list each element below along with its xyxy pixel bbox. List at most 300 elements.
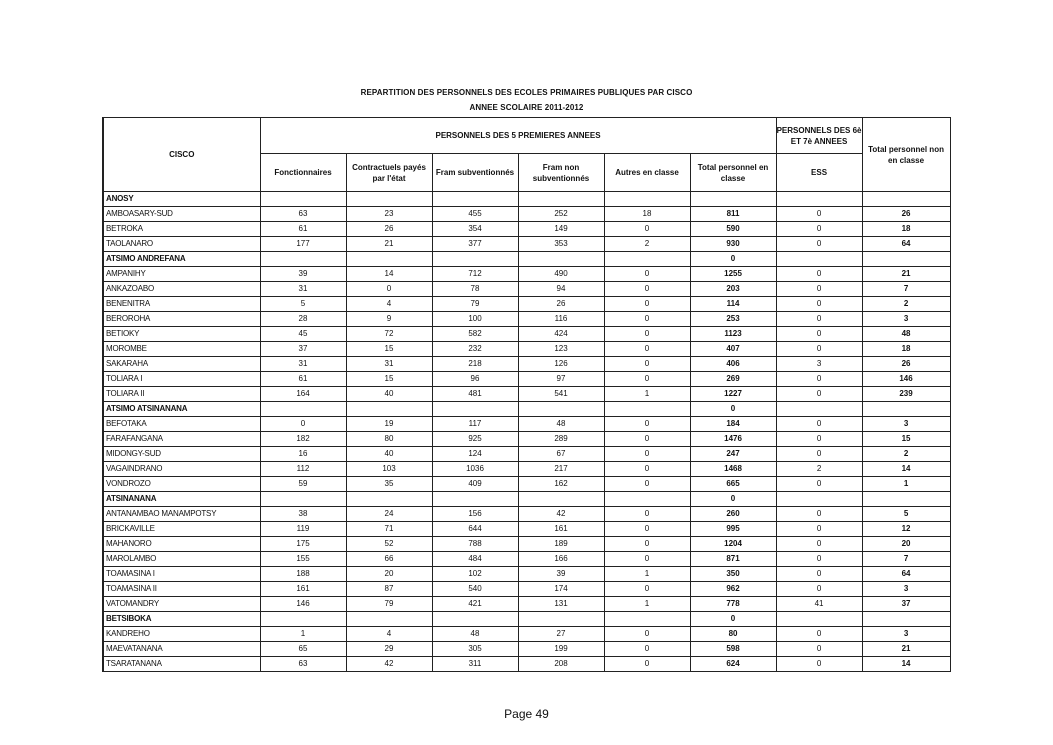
fonctionnaires-cell: 59 — [260, 477, 346, 492]
total-classe-cell: 203 — [690, 282, 776, 297]
fram-non-sub-cell: 208 — [518, 657, 604, 672]
fram-sub-cell: 421 — [432, 597, 518, 612]
total-classe-cell: 624 — [690, 657, 776, 672]
fram-sub-cell: 78 — [432, 282, 518, 297]
contractuels-cell: 23 — [346, 207, 432, 222]
table-row — [103, 222, 950, 237]
cisco-name: VATOMANDRY — [103, 597, 260, 612]
table-row — [103, 552, 950, 567]
total-non-classe-cell: 21 — [862, 642, 950, 657]
ess-cell: 0 — [776, 327, 862, 342]
fram-sub-cell: 232 — [432, 342, 518, 357]
table-row — [103, 282, 950, 297]
ess-cell: 0 — [776, 552, 862, 567]
ess-cell: 0 — [776, 207, 862, 222]
total-non-classe-cell: 18 — [862, 222, 950, 237]
table-row — [103, 522, 950, 537]
ess-cell: 0 — [776, 417, 862, 432]
ess-cell: 0 — [776, 627, 862, 642]
header-group-first-five-years: PERSONNELS DES 5 PREMIERES ANNEES — [260, 118, 776, 154]
table-row — [103, 387, 950, 402]
empty-cell — [346, 192, 432, 207]
fonctionnaires-cell: 65 — [260, 642, 346, 657]
contractuels-cell: 31 — [346, 357, 432, 372]
group-total-cell — [690, 192, 776, 207]
cisco-name: MOROMBE — [103, 342, 260, 357]
fonctionnaires-cell: 155 — [260, 552, 346, 567]
ess-cell: 0 — [776, 222, 862, 237]
fram-non-sub-cell: 39 — [518, 567, 604, 582]
table-row — [103, 582, 950, 597]
fram-sub-cell: 1036 — [432, 462, 518, 477]
fonctionnaires-cell: 146 — [260, 597, 346, 612]
total-non-classe-cell: 146 — [862, 372, 950, 387]
empty-cell — [776, 492, 862, 507]
empty-cell — [432, 492, 518, 507]
fram-non-sub-cell: 199 — [518, 642, 604, 657]
cisco-name: TOLIARA I — [103, 372, 260, 387]
total-non-classe-cell: 2 — [862, 447, 950, 462]
fram-non-sub-cell: 162 — [518, 477, 604, 492]
fram-sub-cell: 117 — [432, 417, 518, 432]
fonctionnaires-cell: 61 — [260, 222, 346, 237]
fonctionnaires-cell: 188 — [260, 567, 346, 582]
total-non-classe-cell: 37 — [862, 597, 950, 612]
ess-cell: 3 — [776, 357, 862, 372]
empty-cell — [346, 252, 432, 267]
empty-cell — [862, 192, 950, 207]
fram-sub-cell: 100 — [432, 312, 518, 327]
fram-non-sub-cell: 27 — [518, 627, 604, 642]
total-non-classe-cell: 21 — [862, 267, 950, 282]
total-classe-cell: 1255 — [690, 267, 776, 282]
empty-cell — [776, 402, 862, 417]
total-non-classe-cell: 3 — [862, 627, 950, 642]
personnel-table-container — [102, 117, 949, 672]
autres-cell: 0 — [604, 537, 690, 552]
header-ess: ESS — [776, 154, 862, 192]
fonctionnaires-cell: 119 — [260, 522, 346, 537]
cisco-name: BETIOKY — [103, 327, 260, 342]
fram-sub-cell: 455 — [432, 207, 518, 222]
autres-cell: 1 — [604, 567, 690, 582]
total-classe-cell: 1123 — [690, 327, 776, 342]
ess-cell: 0 — [776, 657, 862, 672]
total-non-classe-cell: 64 — [862, 567, 950, 582]
contractuels-cell: 20 — [346, 567, 432, 582]
empty-cell — [346, 402, 432, 417]
table-row — [103, 297, 950, 312]
cisco-name: MAEVATANANA — [103, 642, 260, 657]
fonctionnaires-cell: 112 — [260, 462, 346, 477]
autres-cell: 0 — [604, 327, 690, 342]
table-row — [103, 417, 950, 432]
cisco-name: MAHANORO — [103, 537, 260, 552]
table-row — [103, 627, 950, 642]
table-row — [103, 432, 950, 447]
fram-non-sub-cell: 149 — [518, 222, 604, 237]
autres-cell: 0 — [604, 372, 690, 387]
fram-sub-cell: 156 — [432, 507, 518, 522]
cisco-name: VAGAINDRANO — [103, 462, 260, 477]
total-classe-cell: 962 — [690, 582, 776, 597]
group-total-cell: 0 — [690, 612, 776, 627]
ess-cell: 0 — [776, 567, 862, 582]
contractuels-cell: 29 — [346, 642, 432, 657]
empty-cell — [518, 402, 604, 417]
autres-cell: 0 — [604, 222, 690, 237]
total-non-classe-cell: 3 — [862, 417, 950, 432]
total-non-classe-cell: 3 — [862, 582, 950, 597]
page-number: Page 49 — [504, 707, 549, 721]
contractuels-cell: 26 — [346, 222, 432, 237]
autres-cell: 0 — [604, 312, 690, 327]
table-body — [103, 192, 950, 672]
empty-cell — [260, 192, 346, 207]
fram-non-sub-cell: 174 — [518, 582, 604, 597]
ess-cell: 0 — [776, 522, 862, 537]
total-non-classe-cell: 14 — [862, 462, 950, 477]
contractuels-cell: 40 — [346, 447, 432, 462]
empty-cell — [776, 192, 862, 207]
empty-cell — [518, 192, 604, 207]
contractuels-cell: 9 — [346, 312, 432, 327]
cisco-name: AMPANIHY — [103, 267, 260, 282]
header-group-6-7-years: PERSONNELS DES 6è ET 7è ANNEES — [776, 118, 862, 154]
fram-sub-cell: 311 — [432, 657, 518, 672]
fonctionnaires-cell: 175 — [260, 537, 346, 552]
cisco-name: TSARATANANA — [103, 657, 260, 672]
autres-cell: 0 — [604, 507, 690, 522]
fonctionnaires-cell: 63 — [260, 657, 346, 672]
autres-cell: 0 — [604, 627, 690, 642]
cisco-name: TOLIARA II — [103, 387, 260, 402]
fram-non-sub-cell: 97 — [518, 372, 604, 387]
total-non-classe-cell: 14 — [862, 657, 950, 672]
empty-cell — [862, 612, 950, 627]
cisco-name: KANDREHO — [103, 627, 260, 642]
total-classe-cell: 406 — [690, 357, 776, 372]
fonctionnaires-cell: 31 — [260, 357, 346, 372]
autres-cell: 1 — [604, 597, 690, 612]
autres-cell: 0 — [604, 282, 690, 297]
ess-cell: 0 — [776, 312, 862, 327]
contractuels-cell: 40 — [346, 387, 432, 402]
empty-cell — [518, 252, 604, 267]
table-row — [103, 567, 950, 582]
header-fonctionnaires: Fonctionnaires — [260, 154, 346, 192]
fram-non-sub-cell: 94 — [518, 282, 604, 297]
fonctionnaires-cell: 161 — [260, 582, 346, 597]
ess-cell: 0 — [776, 582, 862, 597]
autres-cell: 0 — [604, 657, 690, 672]
fram-sub-cell: 96 — [432, 372, 518, 387]
table-title: REPARTITION DES PERSONNELS DES ECOLES PRIMAIRES PUBLIQUES PAR CISCO — [360, 88, 693, 97]
empty-cell — [862, 492, 950, 507]
cisco-name: TOAMASINA I — [103, 567, 260, 582]
group-name: ATSINANANA — [103, 492, 260, 507]
fram-sub-cell: 484 — [432, 552, 518, 567]
fram-non-sub-cell: 490 — [518, 267, 604, 282]
contractuels-cell: 35 — [346, 477, 432, 492]
school-year-subtitle: ANNEE SCOLAIRE 2011-2012 — [469, 103, 584, 112]
fonctionnaires-cell: 28 — [260, 312, 346, 327]
fram-non-sub-cell: 541 — [518, 387, 604, 402]
empty-cell — [604, 612, 690, 627]
total-classe-cell: 811 — [690, 207, 776, 222]
fram-non-sub-cell: 161 — [518, 522, 604, 537]
empty-cell — [346, 492, 432, 507]
group-total-cell: 0 — [690, 252, 776, 267]
contractuels-cell: 15 — [346, 342, 432, 357]
fram-non-sub-cell: 252 — [518, 207, 604, 222]
empty-cell — [604, 492, 690, 507]
group-row — [103, 492, 950, 507]
contractuels-cell: 52 — [346, 537, 432, 552]
ess-cell: 0 — [776, 387, 862, 402]
total-classe-cell: 247 — [690, 447, 776, 462]
contractuels-cell: 66 — [346, 552, 432, 567]
total-classe-cell: 407 — [690, 342, 776, 357]
ess-cell: 0 — [776, 237, 862, 252]
fram-non-sub-cell: 42 — [518, 507, 604, 522]
autres-cell: 2 — [604, 237, 690, 252]
total-non-classe-cell: 3 — [862, 312, 950, 327]
table-row — [103, 477, 950, 492]
empty-cell — [260, 402, 346, 417]
fram-sub-cell: 48 — [432, 627, 518, 642]
group-total-cell: 0 — [690, 402, 776, 417]
contractuels-cell: 0 — [346, 282, 432, 297]
total-non-classe-cell: 20 — [862, 537, 950, 552]
total-classe-cell: 590 — [690, 222, 776, 237]
cisco-name: BETROKA — [103, 222, 260, 237]
cisco-name: VONDROZO — [103, 477, 260, 492]
total-classe-cell: 665 — [690, 477, 776, 492]
autres-cell: 18 — [604, 207, 690, 222]
ess-cell: 0 — [776, 432, 862, 447]
cisco-name: TOAMASINA II — [103, 582, 260, 597]
cisco-name: BEROROHA — [103, 312, 260, 327]
empty-cell — [432, 612, 518, 627]
contractuels-cell: 4 — [346, 297, 432, 312]
total-classe-cell: 1204 — [690, 537, 776, 552]
table-row — [103, 342, 950, 357]
table-row — [103, 657, 950, 672]
contractuels-cell: 21 — [346, 237, 432, 252]
total-non-classe-cell: 239 — [862, 387, 950, 402]
empty-cell — [862, 402, 950, 417]
contractuels-cell: 80 — [346, 432, 432, 447]
fram-sub-cell: 305 — [432, 642, 518, 657]
cisco-name: AMBOASARY-SUD — [103, 207, 260, 222]
cisco-name: TAOLANARO — [103, 237, 260, 252]
total-non-classe-cell: 5 — [862, 507, 950, 522]
personnel-table — [102, 117, 951, 672]
ess-cell: 0 — [776, 372, 862, 387]
total-non-classe-cell: 7 — [862, 282, 950, 297]
total-classe-cell: 184 — [690, 417, 776, 432]
table-row — [103, 237, 950, 252]
fram-non-sub-cell: 424 — [518, 327, 604, 342]
total-classe-cell: 598 — [690, 642, 776, 657]
fonctionnaires-cell: 0 — [260, 417, 346, 432]
cisco-name: BEFOTAKA — [103, 417, 260, 432]
total-non-classe-cell: 15 — [862, 432, 950, 447]
empty-cell — [260, 492, 346, 507]
contractuels-cell: 14 — [346, 267, 432, 282]
cisco-name: ANKAZOABO — [103, 282, 260, 297]
total-non-classe-cell: 26 — [862, 357, 950, 372]
empty-cell — [776, 252, 862, 267]
autres-cell: 1 — [604, 387, 690, 402]
group-row — [103, 402, 950, 417]
table-row — [103, 537, 950, 552]
empty-cell — [260, 612, 346, 627]
empty-cell — [260, 252, 346, 267]
cisco-name: FARAFANGANA — [103, 432, 260, 447]
header-cisco: CISCO — [103, 118, 260, 192]
ess-cell: 0 — [776, 477, 862, 492]
ess-cell: 0 — [776, 642, 862, 657]
fram-non-sub-cell: 26 — [518, 297, 604, 312]
cisco-name: MIDONGY-SUD — [103, 447, 260, 462]
ess-cell: 0 — [776, 537, 862, 552]
autres-cell: 0 — [604, 357, 690, 372]
fram-sub-cell: 218 — [432, 357, 518, 372]
table-row — [103, 267, 950, 282]
group-row — [103, 252, 950, 267]
ess-cell: 0 — [776, 507, 862, 522]
total-classe-cell: 80 — [690, 627, 776, 642]
total-non-classe-cell: 48 — [862, 327, 950, 342]
table-row — [103, 207, 950, 222]
group-name: BETSIBOKA — [103, 612, 260, 627]
empty-cell — [518, 492, 604, 507]
fonctionnaires-cell: 63 — [260, 207, 346, 222]
total-non-classe-cell: 64 — [862, 237, 950, 252]
empty-cell — [432, 252, 518, 267]
contractuels-cell: 87 — [346, 582, 432, 597]
fram-sub-cell: 582 — [432, 327, 518, 342]
fram-non-sub-cell: 116 — [518, 312, 604, 327]
fonctionnaires-cell: 39 — [260, 267, 346, 282]
total-classe-cell: 253 — [690, 312, 776, 327]
total-non-classe-cell: 18 — [862, 342, 950, 357]
table-row — [103, 312, 950, 327]
fram-sub-cell: 354 — [432, 222, 518, 237]
table-row — [103, 372, 950, 387]
total-classe-cell: 995 — [690, 522, 776, 537]
contractuels-cell: 42 — [346, 657, 432, 672]
total-classe-cell: 1227 — [690, 387, 776, 402]
group-name: ATSIMO ANDREFANA — [103, 252, 260, 267]
autres-cell: 0 — [604, 462, 690, 477]
header-contractuels: Contractuels payés par l'état — [346, 154, 432, 192]
fram-sub-cell: 712 — [432, 267, 518, 282]
fonctionnaires-cell: 37 — [260, 342, 346, 357]
autres-cell: 0 — [604, 642, 690, 657]
autres-cell: 0 — [604, 417, 690, 432]
fonctionnaires-cell: 38 — [260, 507, 346, 522]
fram-non-sub-cell: 166 — [518, 552, 604, 567]
table-row — [103, 642, 950, 657]
table-row — [103, 507, 950, 522]
contractuels-cell: 79 — [346, 597, 432, 612]
autres-cell: 0 — [604, 552, 690, 567]
total-classe-cell: 269 — [690, 372, 776, 387]
empty-cell — [518, 612, 604, 627]
total-classe-cell: 1468 — [690, 462, 776, 477]
fram-sub-cell: 644 — [432, 522, 518, 537]
ess-cell: 41 — [776, 597, 862, 612]
fram-non-sub-cell: 126 — [518, 357, 604, 372]
header-autres-en-classe: Autres en classe — [604, 154, 690, 192]
group-name: ANOSY — [103, 192, 260, 207]
ess-cell: 2 — [776, 462, 862, 477]
fram-sub-cell: 79 — [432, 297, 518, 312]
contractuels-cell: 71 — [346, 522, 432, 537]
table-row — [103, 357, 950, 372]
total-non-classe-cell: 26 — [862, 207, 950, 222]
cisco-name: MAROLAMBO — [103, 552, 260, 567]
group-row — [103, 612, 950, 627]
autres-cell: 0 — [604, 477, 690, 492]
empty-cell — [432, 402, 518, 417]
table-row — [103, 327, 950, 342]
fram-non-sub-cell: 67 — [518, 447, 604, 462]
empty-cell — [862, 252, 950, 267]
total-classe-cell: 871 — [690, 552, 776, 567]
table-row — [103, 597, 950, 612]
fram-sub-cell: 409 — [432, 477, 518, 492]
autres-cell: 0 — [604, 522, 690, 537]
empty-cell — [776, 612, 862, 627]
contractuels-cell: 4 — [346, 627, 432, 642]
fonctionnaires-cell: 182 — [260, 432, 346, 447]
fram-sub-cell: 540 — [432, 582, 518, 597]
empty-cell — [432, 192, 518, 207]
cisco-name: BENENITRA — [103, 297, 260, 312]
autres-cell: 0 — [604, 297, 690, 312]
fram-sub-cell: 788 — [432, 537, 518, 552]
group-name: ATSIMO ATSINANANA — [103, 402, 260, 417]
autres-cell: 0 — [604, 432, 690, 447]
empty-cell — [604, 252, 690, 267]
group-row — [103, 192, 950, 207]
autres-cell: 0 — [604, 267, 690, 282]
contractuels-cell: 19 — [346, 417, 432, 432]
ess-cell: 0 — [776, 447, 862, 462]
total-classe-cell: 114 — [690, 297, 776, 312]
total-non-classe-cell: 12 — [862, 522, 950, 537]
fram-sub-cell: 124 — [432, 447, 518, 462]
fonctionnaires-cell: 177 — [260, 237, 346, 252]
fonctionnaires-cell: 164 — [260, 387, 346, 402]
ess-cell: 0 — [776, 342, 862, 357]
cisco-name: BRICKAVILLE — [103, 522, 260, 537]
autres-cell: 0 — [604, 582, 690, 597]
fram-non-sub-cell: 131 — [518, 597, 604, 612]
fram-non-sub-cell: 289 — [518, 432, 604, 447]
total-non-classe-cell: 7 — [862, 552, 950, 567]
empty-cell — [604, 402, 690, 417]
fram-sub-cell: 377 — [432, 237, 518, 252]
header-total-en-classe: Total personnel en classe — [690, 154, 776, 192]
header-fram-subventionnes: Fram subventionnés — [432, 154, 518, 192]
fram-non-sub-cell: 353 — [518, 237, 604, 252]
ess-cell: 0 — [776, 267, 862, 282]
